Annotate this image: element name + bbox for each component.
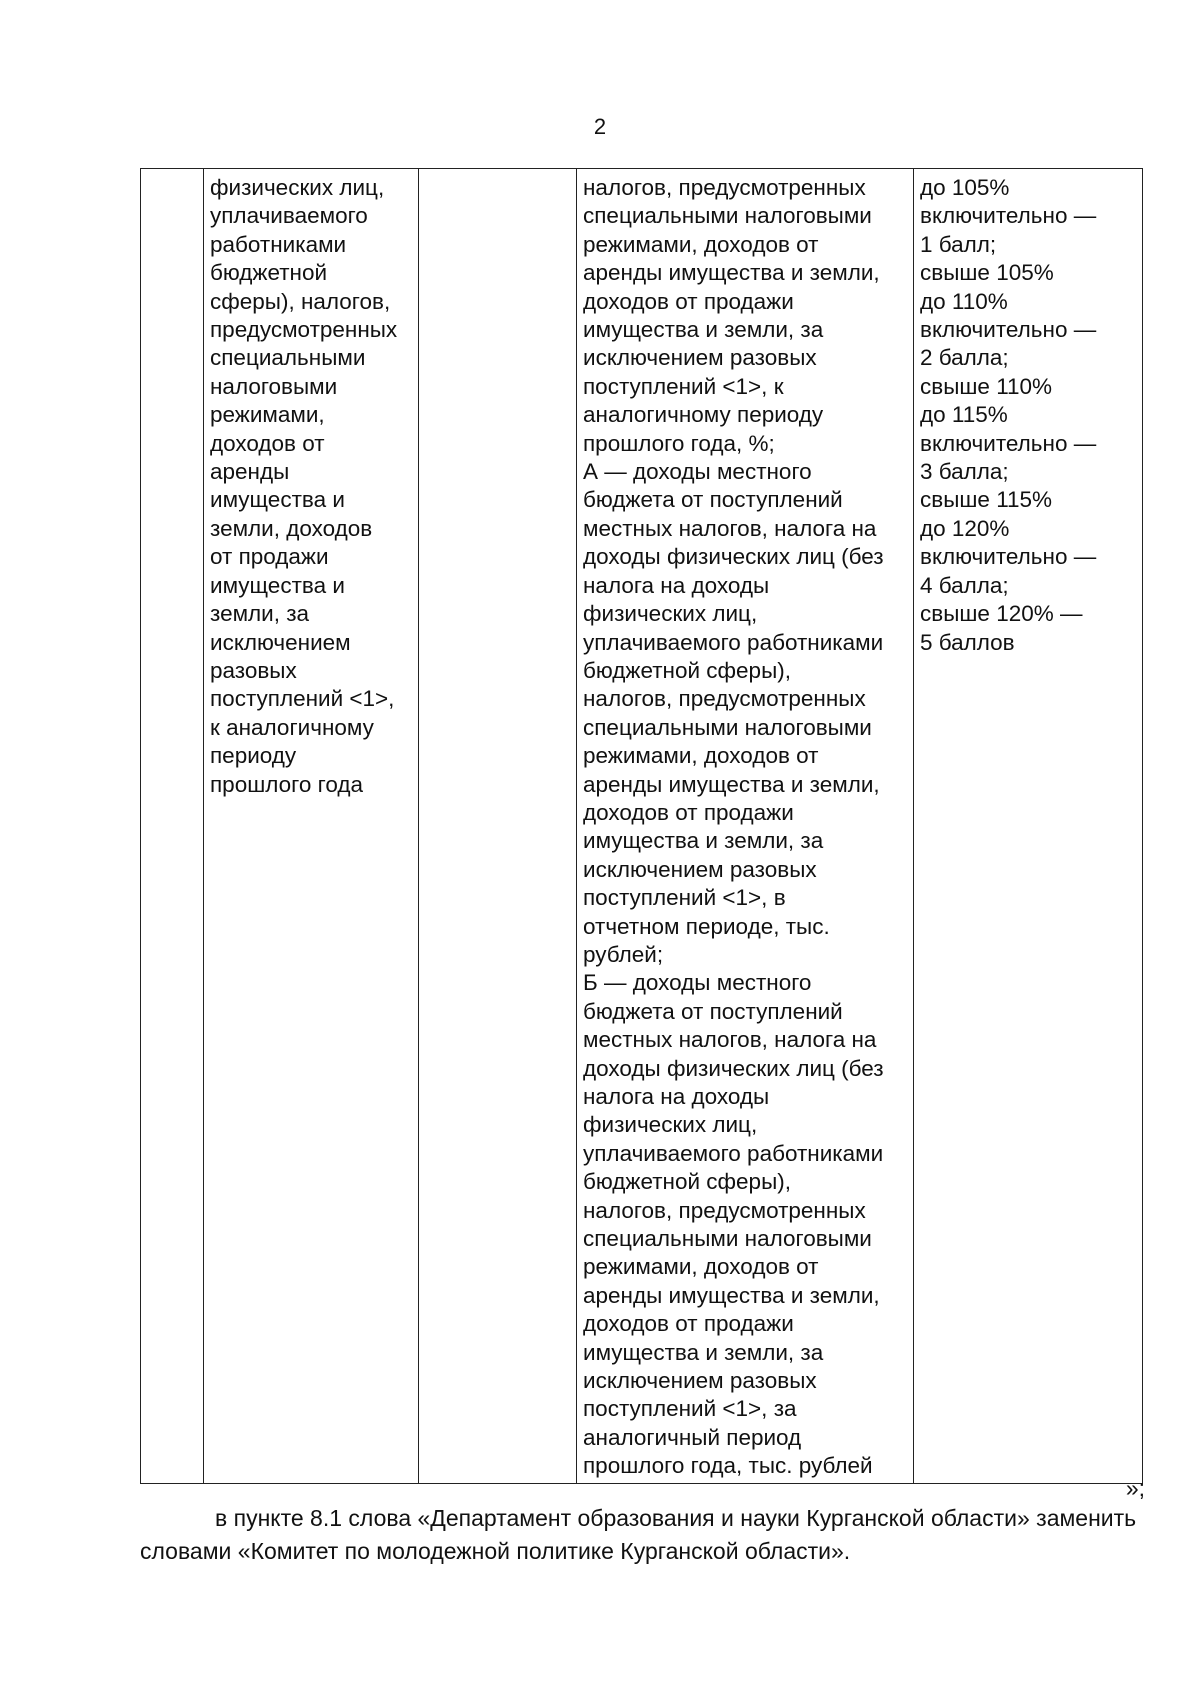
page-number: 2 xyxy=(593,114,607,139)
table-cell-description xyxy=(577,169,914,1484)
table-cell-number xyxy=(141,169,204,1484)
table-cell-scores xyxy=(914,169,1143,1484)
closing-quote: »; xyxy=(1125,1475,1145,1501)
paragraph-text: в пункте 8.1 слова «Департамент образования и науки Курганской области» заменить словами «Комитет по молодежной политике Курганской области». xyxy=(140,1505,1137,1564)
criteria-table xyxy=(140,168,1143,1484)
cell-text: физических лиц, уплачиваемого работниками бюджетной сферы), налогов, предусмотренных специальными налоговыми режимами, доходов от аренды имущества и земли, доходов от продажи имущества и земли, за исключением разовых поступлений <1>, к аналогичному периоду прошлого года xyxy=(210,175,398,797)
table-cell-formula xyxy=(419,169,577,1484)
table-row xyxy=(141,169,1143,1484)
table-cell-indicator xyxy=(204,169,419,1484)
cell-text: налогов, предусмотренных специальными налоговыми режимами, доходов от аренды имущества и земли, доходов от продажи имущества и земли, за исключением разовых поступлений <1>, к аналогичному периоду прошлого года, %; А — доходы местного бюджета от поступлений местных налогов, налога на доходы физических лиц (без налога на доходы физических лиц, уплачиваемого работниками бюджетной сферы), налогов, предусмотренных специальными налоговыми режимами, доходов от аренды имущества и земли, доходов от продажи имущества и земли, за исключением разовых поступлений <1>, в отчетном периоде, тыс. рублей; Б — доходы местного бюджета от поступлений местных налогов, налога на доходы физических лиц (без налога на доходы физических лиц, уплачиваемого работниками бюджетной сферы), налогов, предусмотренных специальными налоговыми режимами, доходов от аренды имущества и земли, доходов от продажи имущества и земли, за исключением разовых поступлений <1>, за аналогичный период прошлого года, тыс. рублей xyxy=(583,175,884,1479)
cell-text: до 105% включительно — 1 балл; свыше 105% до 110% включительно — 2 балла; свыше 110% до 115% включительно — 3 балла; свыше 115% до 120% включительно — 4 балла; свыше 120% — 5 баллов xyxy=(920,175,1097,655)
amendment-paragraph xyxy=(140,1502,1145,1568)
